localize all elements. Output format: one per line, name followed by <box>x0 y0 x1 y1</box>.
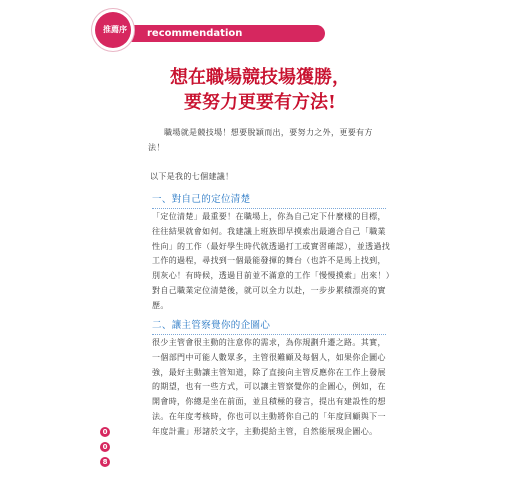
section-body-1: 「定位清楚」最重要！在職場上，你為自己定下什麼樣的目標，往往結果就會如何。我建議上班族即早摸索出最適合自己「職業性向」的工作（最好學生時代就透過打工或實習確認），並透過找工作的過程，尋找到一個最能發揮的舞台（也許不是馬上找到，別灰心！有時候，透過目前並不滿意的工作「慢慢摸索」出來！）對自己職業定位清楚後，就可以全力以赴，一步步累積漂亮的實歷。 <box>152 212 391 310</box>
section-body-2: 很少主管會很主動的注意你的需求，為你規劃升遷之路。其實，一個部門中可能人數眾多，主管很難顧及每個人，如果你企圖心強，最好主動讓主管知道，除了直接向主管反應你在工作上發展的期望，也有一些方式，可以讓主管察覺你的企圖心，例如，在開會時，你總是坐在前面，並且積極的發言，提出有建設性的想法。在年度考核時，你也可以主動將你自己的「年度回顧與下一年度計畫」形諸於文字，主動提給主管，自然能展現企圖心。 <box>152 338 386 436</box>
section-heading-2: 二、讓主管察覺你的企圖心 <box>152 320 271 331</box>
section-heading-1-underline <box>152 208 386 209</box>
page-number-digit: 8 <box>100 457 110 467</box>
header-badge-text: 推薦序 <box>103 25 127 34</box>
page-number <box>100 427 114 472</box>
page-number-digit: 0 <box>100 427 110 437</box>
intro-paragraph-2: 以下是我的七個建議！ <box>150 172 234 181</box>
section-header <box>95 12 325 52</box>
intro-paragraph: 職場就是競技場！想要脫穎而出，要努力之外，更要有方法！ <box>148 128 373 152</box>
page-number-digit: 0 <box>100 442 110 452</box>
section-heading-1: 一、對自己的定位清楚 <box>152 194 251 205</box>
page-title-line1: 想在職場競技場獲勝， <box>170 67 350 88</box>
section-heading-2-underline <box>152 334 386 335</box>
page-title-line2: 要努力更要有方法! <box>184 92 336 113</box>
header-label: recommendation <box>147 28 243 39</box>
